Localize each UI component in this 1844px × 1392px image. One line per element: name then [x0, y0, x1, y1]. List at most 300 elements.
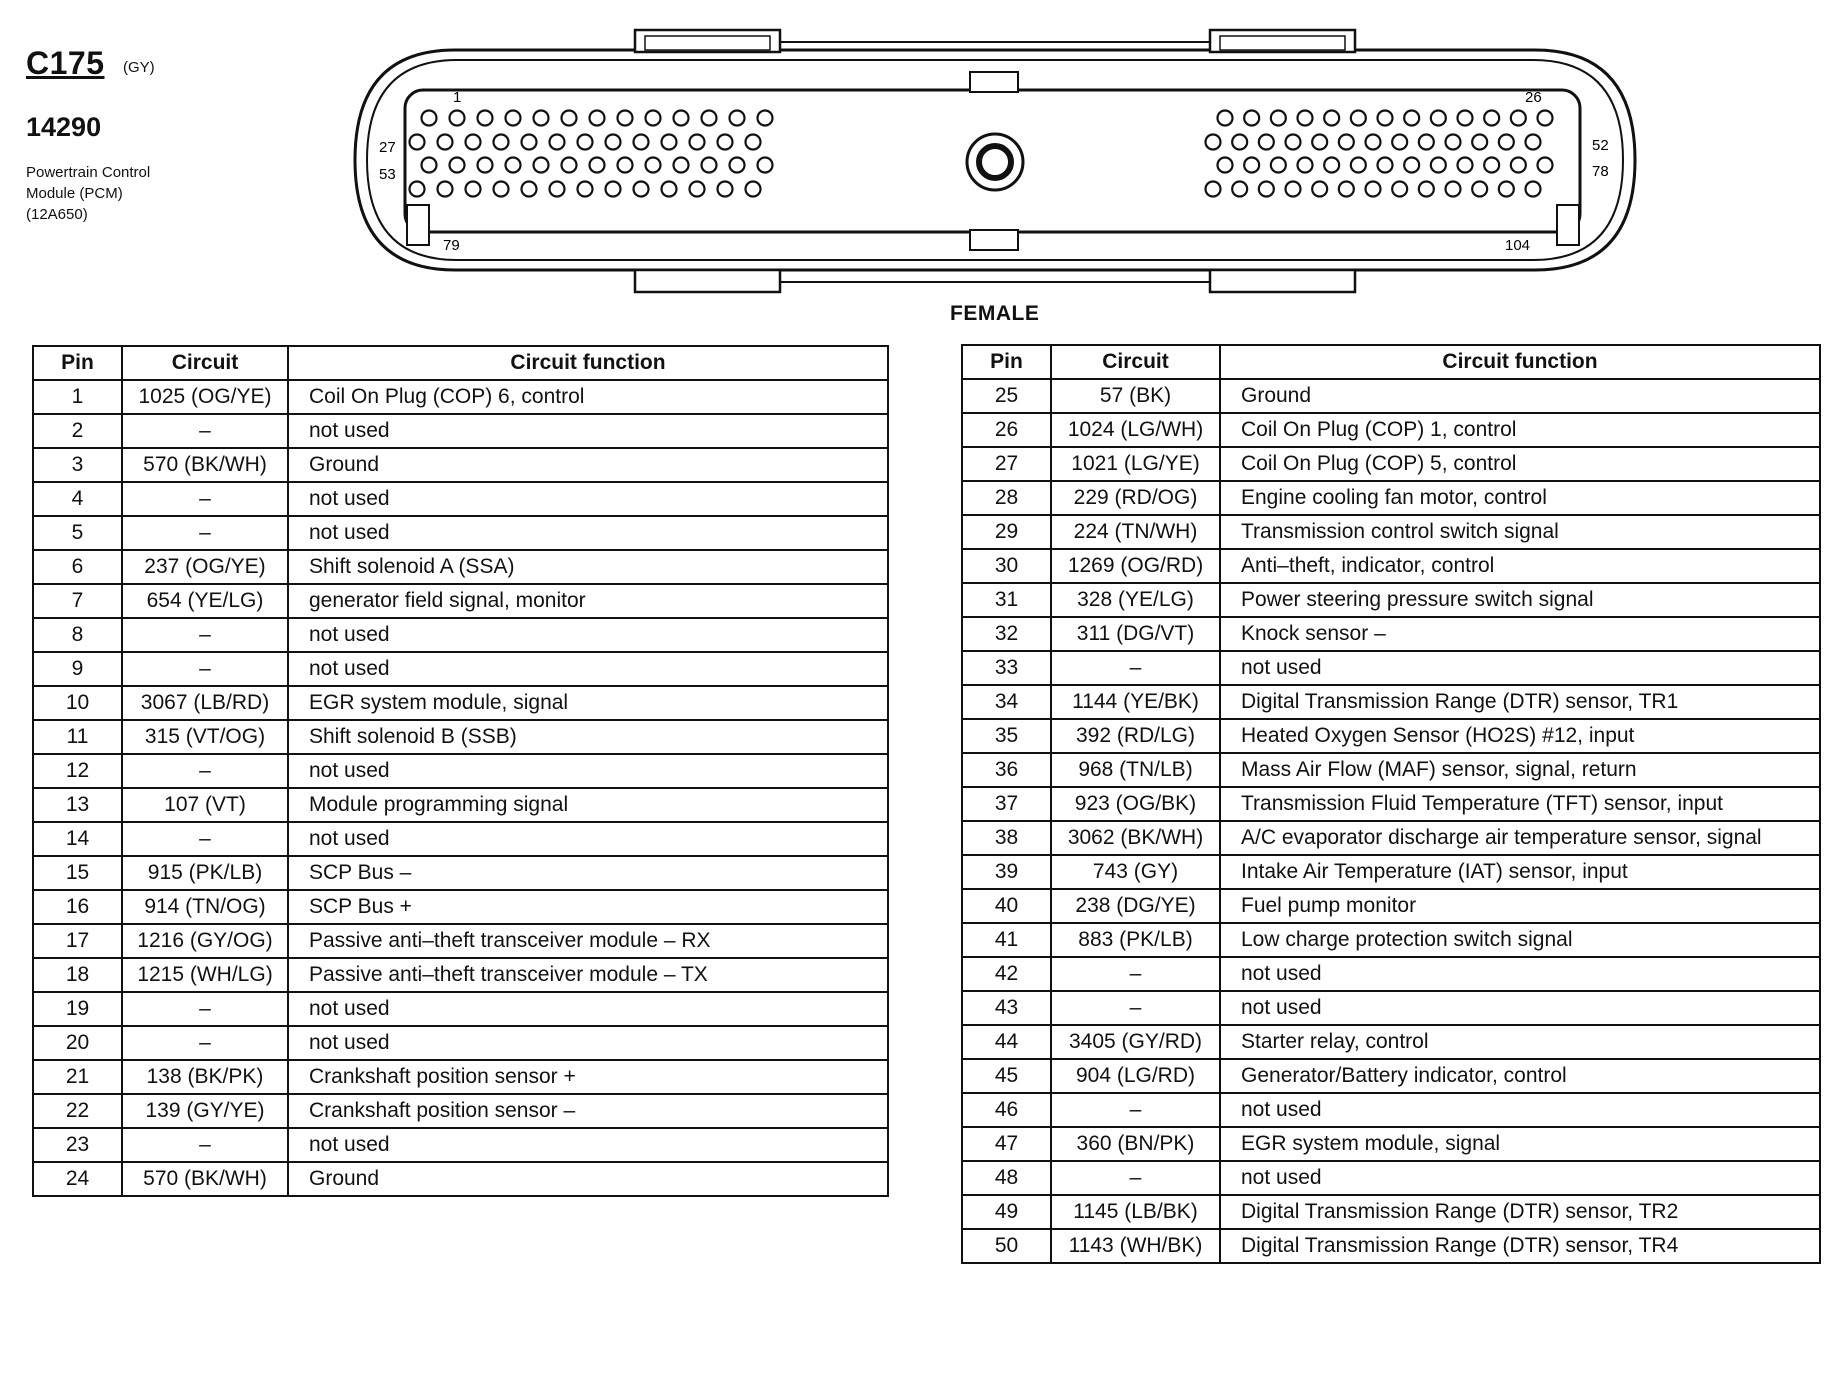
description-line: (12A650) — [26, 206, 88, 223]
circuit-cell: 1145 (LB/BK) — [1051, 1195, 1220, 1229]
circuit-cell: – — [122, 516, 288, 550]
pin-hole — [410, 182, 425, 197]
pin-hole — [1259, 135, 1274, 150]
circuit-cell: 360 (BN/PK) — [1051, 1127, 1220, 1161]
pin-hole — [1404, 111, 1419, 126]
pin-hole — [646, 158, 661, 173]
pin-hole — [746, 135, 761, 150]
pin-hole — [1286, 135, 1301, 150]
function-cell: Digital Transmission Range (DTR) sensor, TR1 — [1220, 685, 1820, 719]
table-row — [962, 1025, 1820, 1059]
pin-cell: 43 — [962, 991, 1051, 1025]
table-row — [962, 651, 1820, 685]
top-lock-tab-right — [1210, 30, 1355, 52]
table-row — [962, 1059, 1820, 1093]
pin-hole — [590, 111, 605, 126]
function-cell: EGR system module, signal — [288, 686, 888, 720]
pin-hole — [1259, 182, 1274, 197]
pin-label-1: 1 — [453, 89, 462, 106]
pin-hole — [674, 158, 689, 173]
table-row — [962, 923, 1820, 957]
circuit-cell: – — [1051, 651, 1220, 685]
function-cell: not used — [288, 414, 888, 448]
table-row — [962, 617, 1820, 651]
circuit-cell: – — [1051, 957, 1220, 991]
function-cell: not used — [1220, 957, 1820, 991]
pin-hole — [450, 111, 465, 126]
circuit-cell: – — [122, 1128, 288, 1162]
circuit-cell: 923 (OG/BK) — [1051, 787, 1220, 821]
table-row — [962, 855, 1820, 889]
pin-cell: 44 — [962, 1025, 1051, 1059]
pin-label-26: 26 — [1525, 89, 1542, 106]
pin-hole — [746, 182, 761, 197]
circuit-cell: 139 (GY/YE) — [122, 1094, 288, 1128]
key-notch-bottom — [970, 230, 1018, 250]
function-cell: generator field signal, monitor — [288, 584, 888, 618]
function-cell: Coil On Plug (COP) 6, control — [288, 380, 888, 414]
function-cell: Generator/Battery indicator, control — [1220, 1059, 1820, 1093]
circuit-cell: 57 (BK) — [1051, 379, 1220, 413]
pin-hole — [578, 182, 593, 197]
pin-hole — [562, 158, 577, 173]
pin-cell: 42 — [962, 957, 1051, 991]
circuit-cell: 3062 (BK/WH) — [1051, 821, 1220, 855]
pin-hole — [1392, 182, 1407, 197]
pin-hole — [506, 158, 521, 173]
pin-cell: 12 — [33, 754, 122, 788]
pin-hole — [646, 111, 661, 126]
table-row — [33, 1026, 888, 1060]
pin-cell: 47 — [962, 1127, 1051, 1161]
function-cell: Starter relay, control — [1220, 1025, 1820, 1059]
pin-hole — [1312, 135, 1327, 150]
circuit-cell: 1144 (YE/BK) — [1051, 685, 1220, 719]
pin-hole — [438, 135, 453, 150]
pin-hole — [1244, 158, 1259, 173]
pin-hole — [478, 111, 493, 126]
description-line: Powertrain Control — [26, 164, 151, 181]
connector-gender-label: FEMALE — [950, 302, 1040, 325]
pin-cell: 15 — [33, 856, 122, 890]
function-cell: not used — [288, 1128, 888, 1162]
function-cell: Shift solenoid A (SSA) — [288, 550, 888, 584]
pin-cell: 30 — [962, 549, 1051, 583]
pin-cell: 48 — [962, 1161, 1051, 1195]
table-row — [33, 720, 888, 754]
function-cell: Passive anti–theft transceiver module – RX — [288, 924, 888, 958]
pin-hole — [1446, 182, 1461, 197]
pin-cell: 8 — [33, 618, 122, 652]
pin-cell: 28 — [962, 481, 1051, 515]
pin-hole — [590, 158, 605, 173]
pin-cell: 50 — [962, 1229, 1051, 1263]
top-lock-tab-left — [635, 30, 780, 52]
function-cell: Transmission Fluid Temperature (TFT) sensor, input — [1220, 787, 1820, 821]
circuit-cell: – — [122, 1026, 288, 1060]
pin-hole — [562, 111, 577, 126]
circuit-cell: – — [1051, 991, 1220, 1025]
pin-hole — [702, 111, 717, 126]
circuit-cell: 328 (YE/LG) — [1051, 583, 1220, 617]
pin-label-53: 53 — [379, 166, 396, 183]
table-row — [33, 856, 888, 890]
pin-hole — [718, 135, 733, 150]
pin-hole — [466, 135, 481, 150]
pinout-table-left — [32, 345, 889, 1197]
pin-hole — [618, 158, 633, 173]
pin-hole — [1312, 182, 1327, 197]
pin-hole — [690, 182, 705, 197]
table-row — [33, 822, 888, 856]
pin-hole — [1484, 158, 1499, 173]
circuit-cell: 3067 (LB/RD) — [122, 686, 288, 720]
pin-hole — [422, 111, 437, 126]
table-row — [962, 379, 1820, 413]
table-row — [962, 1127, 1820, 1161]
function-cell: not used — [1220, 991, 1820, 1025]
circuit-cell: 1215 (WH/LG) — [122, 958, 288, 992]
circuit-cell: 1024 (LG/WH) — [1051, 413, 1220, 447]
pin-cell: 16 — [33, 890, 122, 924]
circuit-cell: 1269 (OG/RD) — [1051, 549, 1220, 583]
table-row — [33, 890, 888, 924]
pin-hole — [1538, 158, 1553, 173]
circuit-cell: 237 (OG/YE) — [122, 550, 288, 584]
pin-cell: 20 — [33, 1026, 122, 1060]
function-cell: Intake Air Temperature (IAT) sensor, input — [1220, 855, 1820, 889]
circuit-cell: 238 (DG/YE) — [1051, 889, 1220, 923]
pinout-table-right — [961, 344, 1821, 1264]
pin-hole — [522, 135, 537, 150]
table-row — [962, 957, 1820, 991]
table-row — [962, 1229, 1820, 1263]
function-cell: Crankshaft position sensor – — [288, 1094, 888, 1128]
pin-hole — [1339, 135, 1354, 150]
pin-hole — [1458, 111, 1473, 126]
header-function: Circuit function — [288, 346, 888, 380]
table-row — [962, 753, 1820, 787]
pin-hole — [1378, 158, 1393, 173]
table-body — [962, 379, 1820, 1263]
pin-cell: 6 — [33, 550, 122, 584]
function-cell: Power steering pressure switch signal — [1220, 583, 1820, 617]
function-cell: Passive anti–theft transceiver module – TX — [288, 958, 888, 992]
pin-hole — [1324, 111, 1339, 126]
table-row — [33, 754, 888, 788]
function-cell: Ground — [288, 448, 888, 482]
header-pin: Pin — [33, 346, 122, 380]
pin-label-27: 27 — [379, 139, 396, 156]
header-function: Circuit function — [1220, 345, 1820, 379]
table-row — [962, 549, 1820, 583]
header-pin: Pin — [962, 345, 1051, 379]
function-cell: Transmission control switch signal — [1220, 515, 1820, 549]
table-row — [962, 515, 1820, 549]
connector-header — [26, 45, 155, 82]
description-line: Module (PCM) — [26, 185, 123, 202]
connector-color: (GY) — [122, 59, 155, 76]
pin-hole — [1511, 158, 1526, 173]
pin-hole — [1431, 111, 1446, 126]
table-row — [33, 1128, 888, 1162]
pin-cell: 39 — [962, 855, 1051, 889]
circuit-cell: 883 (PK/LB) — [1051, 923, 1220, 957]
table-row — [33, 1162, 888, 1196]
pin-hole — [1339, 182, 1354, 197]
pin-label-52: 52 — [1592, 137, 1609, 154]
function-cell: Digital Transmission Range (DTR) sensor, TR2 — [1220, 1195, 1820, 1229]
function-cell: A/C evaporator discharge air temperature sensor, signal — [1220, 821, 1820, 855]
pin-hole — [758, 111, 773, 126]
pin-hole — [494, 182, 509, 197]
pin-hole — [1419, 182, 1434, 197]
table-row — [962, 991, 1820, 1025]
bottom-lock-tab-left — [635, 270, 780, 292]
pin-cell: 32 — [962, 617, 1051, 651]
pin-hole — [1526, 182, 1541, 197]
circuit-cell: 392 (RD/LG) — [1051, 719, 1220, 753]
pin-cell: 31 — [962, 583, 1051, 617]
pin-hole — [506, 111, 521, 126]
pin-cell: 29 — [962, 515, 1051, 549]
function-cell: Coil On Plug (COP) 5, control — [1220, 447, 1820, 481]
pin-hole — [1286, 182, 1301, 197]
function-cell: not used — [288, 482, 888, 516]
pin-hole — [1206, 135, 1221, 150]
pin-hole — [1324, 158, 1339, 173]
circuit-cell: 1021 (LG/YE) — [1051, 447, 1220, 481]
pin-hole — [1538, 111, 1553, 126]
circuit-cell: 3405 (GY/RD) — [1051, 1025, 1220, 1059]
function-cell: Mass Air Flow (MAF) sensor, signal, return — [1220, 753, 1820, 787]
pin-hole — [1484, 111, 1499, 126]
table-row — [962, 1195, 1820, 1229]
pin-cell: 4 — [33, 482, 122, 516]
corner-guide-right — [1557, 205, 1579, 245]
pin-cell: 5 — [33, 516, 122, 550]
pin-cell: 34 — [962, 685, 1051, 719]
function-cell: not used — [288, 1026, 888, 1060]
function-cell: not used — [288, 516, 888, 550]
pin-hole — [1366, 135, 1381, 150]
pin-hole — [522, 182, 537, 197]
pin-hole — [1472, 135, 1487, 150]
function-cell: not used — [1220, 1093, 1820, 1127]
key-notch-top — [970, 72, 1018, 92]
pin-cell: 1 — [33, 380, 122, 414]
pin-hole — [1392, 135, 1407, 150]
pin-hole — [534, 158, 549, 173]
circuit-cell: – — [122, 482, 288, 516]
circuit-cell: – — [122, 414, 288, 448]
function-cell: Coil On Plug (COP) 1, control — [1220, 413, 1820, 447]
pin-cell: 3 — [33, 448, 122, 482]
pin-hole — [690, 135, 705, 150]
pin-hole — [674, 111, 689, 126]
circuit-cell: 1216 (GY/OG) — [122, 924, 288, 958]
circuit-cell: 107 (VT) — [122, 788, 288, 822]
function-cell: not used — [288, 822, 888, 856]
function-cell: Knock sensor – — [1220, 617, 1820, 651]
circuit-cell: – — [122, 618, 288, 652]
pin-hole — [1298, 111, 1313, 126]
pin-cell: 24 — [33, 1162, 122, 1196]
pin-cell: 26 — [962, 413, 1051, 447]
pin-hole — [718, 182, 733, 197]
table-row — [33, 550, 888, 584]
circuit-cell: 224 (TN/WH) — [1051, 515, 1220, 549]
circuit-cell: – — [122, 822, 288, 856]
pin-cell: 38 — [962, 821, 1051, 855]
pin-cell: 18 — [33, 958, 122, 992]
circuit-cell: 138 (BK/PK) — [122, 1060, 288, 1094]
circuit-cell: – — [1051, 1093, 1220, 1127]
pin-cell: 13 — [33, 788, 122, 822]
function-cell: Module programming signal — [288, 788, 888, 822]
pin-hole — [1526, 135, 1541, 150]
pin-cell: 46 — [962, 1093, 1051, 1127]
table-row — [33, 1060, 888, 1094]
pin-cell: 49 — [962, 1195, 1051, 1229]
pin-label-104: 104 — [1505, 237, 1531, 254]
pin-hole — [478, 158, 493, 173]
table-row — [962, 447, 1820, 481]
table-header-row — [962, 345, 1820, 379]
circuit-cell: 229 (RD/OG) — [1051, 481, 1220, 515]
pin-cell: 41 — [962, 923, 1051, 957]
pin-label-78: 78 — [1592, 163, 1609, 180]
table-row — [33, 958, 888, 992]
pin-cell: 7 — [33, 584, 122, 618]
header-circuit: Circuit — [1051, 345, 1220, 379]
table-row — [33, 482, 888, 516]
pin-hole — [1378, 111, 1393, 126]
pin-cell: 17 — [33, 924, 122, 958]
function-cell: Engine cooling fan motor, control — [1220, 481, 1820, 515]
circuit-cell: – — [122, 754, 288, 788]
function-cell: not used — [1220, 1161, 1820, 1195]
circuit-cell: 654 (YE/LG) — [122, 584, 288, 618]
circuit-cell: 915 (PK/LB) — [122, 856, 288, 890]
pin-hole — [1446, 135, 1461, 150]
corner-guide-left — [407, 205, 429, 245]
pin-hole — [1232, 182, 1247, 197]
function-cell: Digital Transmission Range (DTR) sensor, TR4 — [1220, 1229, 1820, 1263]
table-row — [962, 821, 1820, 855]
function-cell: Fuel pump monitor — [1220, 889, 1820, 923]
pin-hole — [1271, 111, 1286, 126]
pin-cell: 21 — [33, 1060, 122, 1094]
pin-hole — [534, 111, 549, 126]
pin-cell: 45 — [962, 1059, 1051, 1093]
pin-cell: 11 — [33, 720, 122, 754]
table-body — [33, 380, 888, 1196]
table-row — [962, 719, 1820, 753]
circuit-cell: 1143 (WH/BK) — [1051, 1229, 1220, 1263]
pin-hole — [758, 158, 773, 173]
table-row — [33, 414, 888, 448]
circuit-cell: 743 (GY) — [1051, 855, 1220, 889]
pin-hole — [1366, 182, 1381, 197]
pin-cell: 35 — [962, 719, 1051, 753]
function-cell: Shift solenoid B (SSB) — [288, 720, 888, 754]
pin-hole — [466, 182, 481, 197]
pin-hole — [1232, 135, 1247, 150]
pin-cell: 25 — [962, 379, 1051, 413]
function-cell: SCP Bus – — [288, 856, 888, 890]
table-row — [962, 1161, 1820, 1195]
table-row — [33, 686, 888, 720]
pin-hole — [1458, 158, 1473, 173]
pin-cell: 2 — [33, 414, 122, 448]
pin-cell: 27 — [962, 447, 1051, 481]
pin-hole — [1419, 135, 1434, 150]
circuit-cell: 315 (VT/OG) — [122, 720, 288, 754]
pin-hole — [1206, 182, 1221, 197]
circuit-cell: – — [1051, 1161, 1220, 1195]
table-row — [33, 652, 888, 686]
circuit-cell: – — [122, 652, 288, 686]
table-row — [962, 787, 1820, 821]
pin-hole — [1499, 182, 1514, 197]
pin-hole — [550, 135, 565, 150]
pin-hole — [730, 158, 745, 173]
function-cell: not used — [1220, 651, 1820, 685]
pin-hole — [550, 182, 565, 197]
table-row — [33, 1094, 888, 1128]
bottom-lock-tab-right — [1210, 270, 1355, 292]
jack-screw-outer — [967, 134, 1023, 190]
pin-hole — [438, 182, 453, 197]
pin-hole — [1431, 158, 1446, 173]
table-row — [33, 992, 888, 1026]
table-row — [33, 924, 888, 958]
pin-hole — [422, 158, 437, 173]
table-row — [962, 481, 1820, 515]
table-row — [962, 413, 1820, 447]
pin-cell: 37 — [962, 787, 1051, 821]
pin-cell: 22 — [33, 1094, 122, 1128]
circuit-cell: 914 (TN/OG) — [122, 890, 288, 924]
circuit-cell: 968 (TN/LB) — [1051, 753, 1220, 787]
connector-id: C175 — [26, 45, 105, 81]
pin-hole — [410, 135, 425, 150]
pin-hole — [634, 135, 649, 150]
pin-cell: 40 — [962, 889, 1051, 923]
table-row — [33, 448, 888, 482]
pin-hole — [1351, 111, 1366, 126]
pin-cell: 19 — [33, 992, 122, 1026]
pin-hole — [634, 182, 649, 197]
circuit-cell: 570 (BK/WH) — [122, 448, 288, 482]
circuit-cell: 570 (BK/WH) — [122, 1162, 288, 1196]
pin-hole — [1472, 182, 1487, 197]
connector-face-diagram — [345, 20, 1645, 295]
function-cell: Anti–theft, indicator, control — [1220, 549, 1820, 583]
pin-hole — [662, 182, 677, 197]
pin-hole — [606, 182, 621, 197]
pin-hole — [1404, 158, 1419, 173]
function-cell: not used — [288, 992, 888, 1026]
pin-hole — [1499, 135, 1514, 150]
table-row — [33, 618, 888, 652]
pin-hole — [618, 111, 633, 126]
pin-hole — [1218, 158, 1233, 173]
pin-label-79: 79 — [443, 237, 460, 254]
pin-hole — [1271, 158, 1286, 173]
table-header-row — [33, 346, 888, 380]
